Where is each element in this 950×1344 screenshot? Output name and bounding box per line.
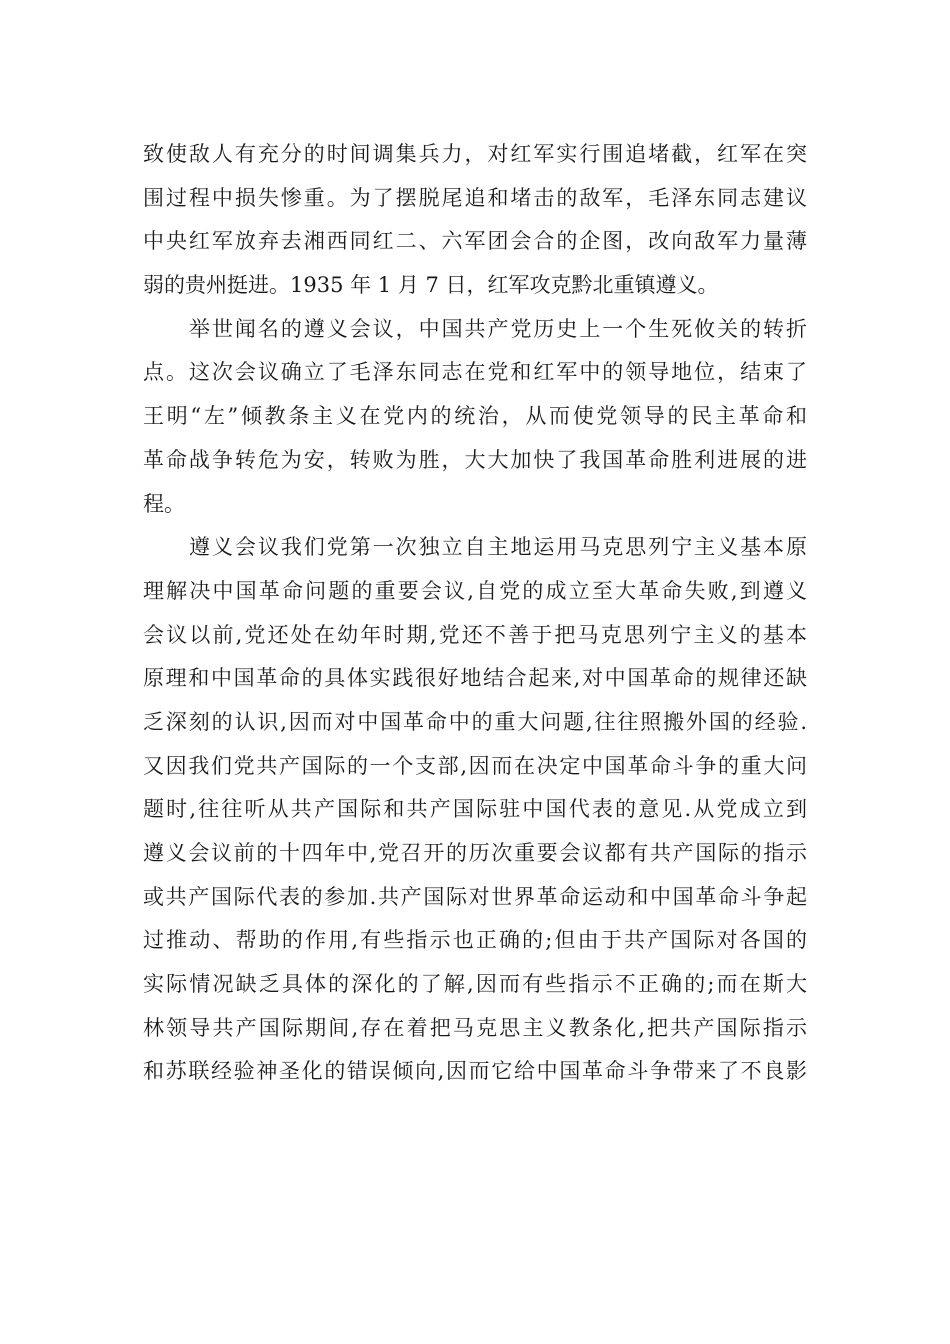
text-line: 又因我们党共产国际的一个支部,因而在决定中国革命斗争的重大问 [143,753,807,778]
text-line: 王明“左”倾教条主义在党内的统治，从而使党领导的民主革命和 [143,404,807,429]
text-line: 遵义会议我们党第一次独立自主地运用马克思列宁主义基本原 [189,535,807,560]
text-line: 林领导共产国际期间,存在着把马克思主义教条化,把共产国际指示 [143,1015,807,1040]
paragraph [143,308,807,526]
text-line: 或共产国际代表的参加.共产国际对世界革命运动和中国革命斗争起 [143,884,807,909]
text-line: 题时,往往听从共产国际和共产国际驻中国代表的意见.从党成立到 [143,797,807,822]
text-line: 会议以前,党还处在幼年时期,党还不善于把马克思列宁主义的基本 [143,622,807,647]
text-line: 乏深刻的认识,因而对中国革命中的重大问题,往往照搬外国的经验. [143,709,807,734]
text-line: 中央红军放弃去湘西同红二、六军团会合的企图，改向敌军力量薄 [143,229,807,254]
text-line: 点。这次会议确立了毛泽东同志在党和红军中的领导地位，结束了 [143,360,807,385]
text-line: 遵义会议前的十四年中,党召开的历次重要会议都有共产国际的指示 [143,841,807,865]
text-line: 弱的贵州挺进。1935 年 1 月 7 日，红军攻克黔北重镇遵义。 [143,273,719,298]
text-line: 原理和中国革命的具体实践很好地结合起来,对中国革命的规律还缺 [143,666,807,691]
paragraph [143,133,807,308]
text-line: 过推动、帮助的作用,有些指示也正确的;但由于共产国际对各国的 [143,928,807,953]
paragraph [143,526,807,1094]
text-line: 理解决中国革命问题的重要会议,自党的成立至大革命失败,到遵义 [143,578,807,603]
body-text [143,133,807,1094]
text-line: 程。 [143,491,185,516]
text-line: 举世闻名的遵义会议，中国共产党历史上一个生死攸关的转折 [189,316,807,341]
text-line: 和苏联经验神圣化的错误倾向,因而它给中国革命斗争带来了不良影 [143,1059,807,1084]
text-line: 革命战争转危为安，转败为胜，大大加快了我国革命胜利进展的进 [143,447,807,472]
text-line: 实际情况缺乏具体的深化的了解,因而有些指示不正确的;而在斯大 [143,972,807,997]
text-line: 致使敌人有充分的时间调集兵力，对红军实行围追堵截，红军在突 [143,142,807,166]
text-line: 围过程中损失惨重。为了摆脱尾追和堵击的敌军，毛泽东同志建议 [143,185,807,210]
